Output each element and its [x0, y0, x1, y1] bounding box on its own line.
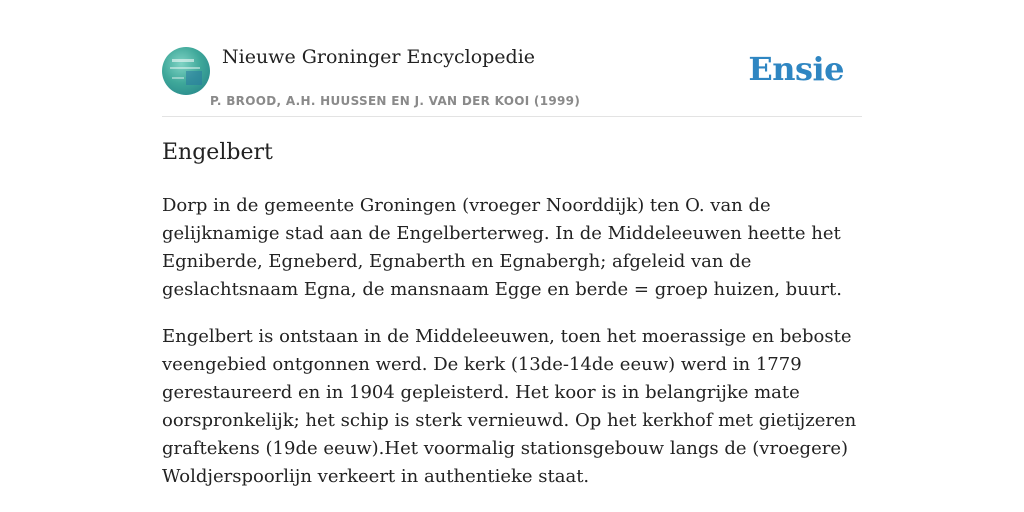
publication-title[interactable]: Nieuwe Groninger Encyclopedie [222, 46, 536, 68]
logo-detail [170, 67, 200, 69]
publication-authors: P. BROOD, A.H. HUUSSEN EN J. VAN DER KOOI (1999) [210, 94, 581, 108]
publication-logo-icon[interactable] [162, 47, 210, 95]
entry-paragraph: Dorp in de gemeente Groningen (vroeger Noorddijk) ten O. van de gelijknamige stad aan de Engelberterweg. In de Middeleeuwen heette het Egniberde, Egneberd, Egnaberth en Egnabergh; afgeleid van de geslachtsnaam Egna, de mansnaam Egge en berde = groep huizen, buurt. [162, 195, 842, 300]
brand-logo[interactable]: Ensie [748, 50, 844, 88]
logo-detail [186, 71, 202, 85]
entry-title: Engelbert [162, 140, 273, 165]
entry-paragraph: Engelbert is ontstaan in de Middeleeuwen, toen het moerassige en beboste veengebied ontgonnen werd. De kerk (13de-14de eeuw) werd in 1779 gerestaureerd en in 1904 gepleisterd. Het koor is in belangrijke mate oorspronkelijk; het schip is sterk vernieuwd. Op het kerkhof met gietijzeren graftekens (19de eeuw).Het voormalig stationsgebouw langs de (vroegere) Woldjerspoorlijn verkeert in authentieke staat. [162, 326, 857, 487]
header [162, 44, 862, 117]
logo-detail [172, 77, 184, 79]
entry-body [162, 192, 862, 510]
logo-detail [172, 59, 194, 62]
